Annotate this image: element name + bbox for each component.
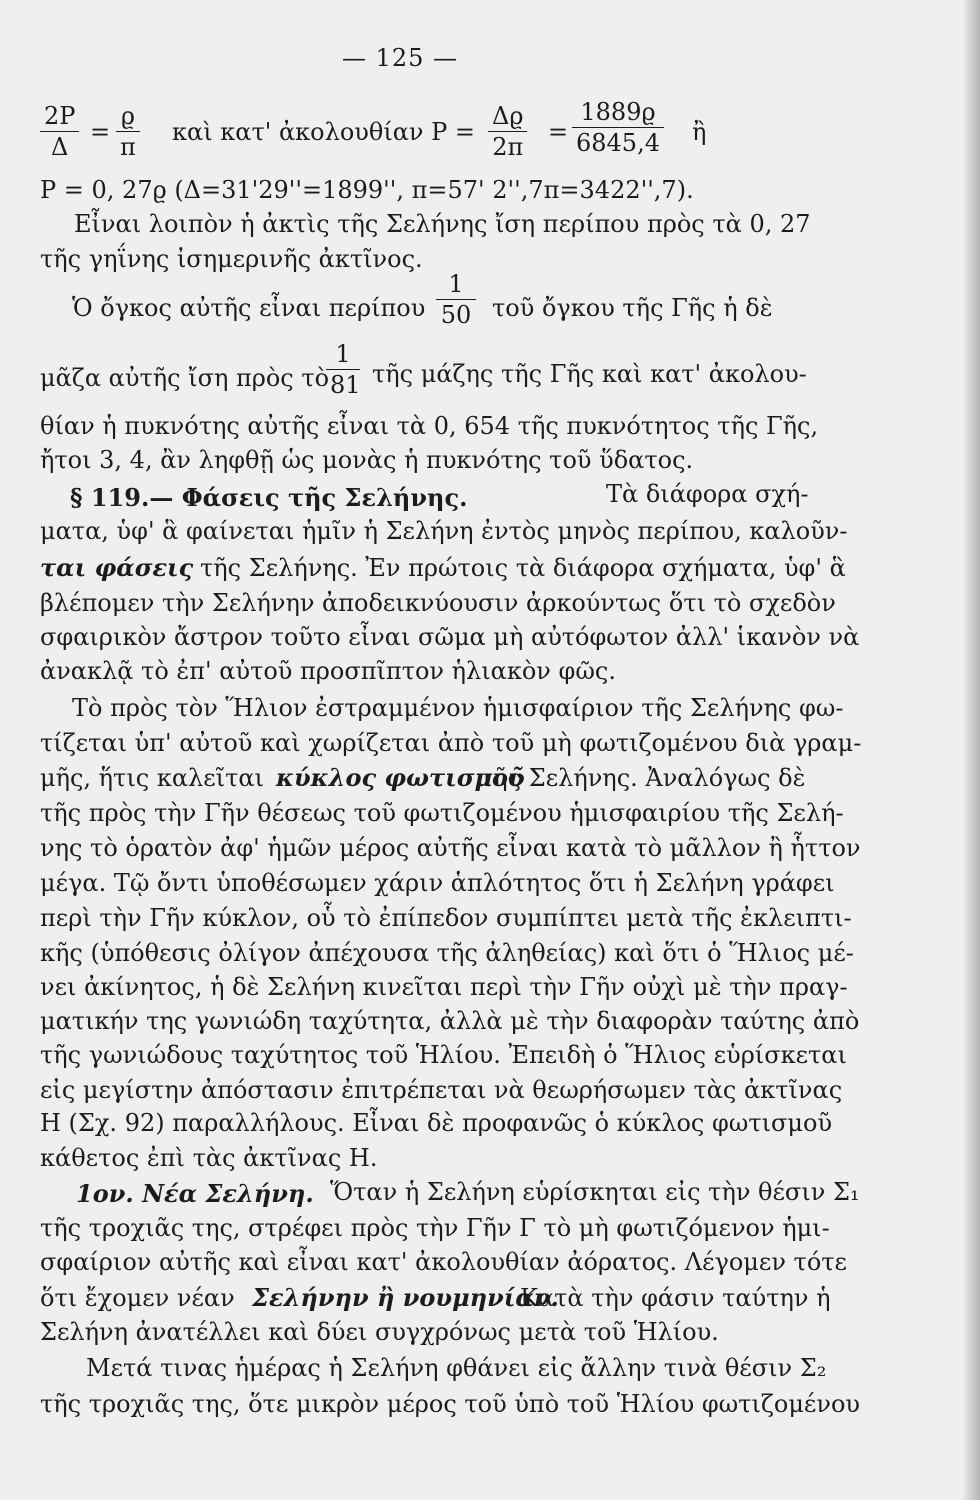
text-line: ματα, ὑφ' ἃ φαίνεται ἡμῖν ἡ Σελήνη ἐντὸς μηνὸς περίπου, καλοῦν-: [40, 517, 848, 545]
fraction-rho-over-pi: [116, 104, 140, 159]
text-line: τῆς πρὸς τὴν Γῆν θέσεως τοῦ φωτιζομένου ἡμισφαιρίου τῆς Σελή-: [40, 799, 844, 827]
fraction-denominator: 6845,4: [572, 127, 664, 155]
text-line: σφαιρικὸν ἄστρον τοῦτο εἶναι σῶμα μὴ αὐτόφωτον ἀλλ' ἱκανὸν νὰ: [40, 623, 860, 651]
text-line: θίαν ἡ πυκνότης αὐτῆς εἶναι τὰ 0, 654 τῆς πυκνότητος τῆς Γῆς,: [40, 412, 819, 440]
text-line: τῆς τροχιᾶς της, στρέφει πρὸς τὴν Γῆν Γ τὸ μὴ φωτιζόμενον ἡμι-: [40, 1214, 830, 1242]
text-line: μᾶζα αὐτῆς ἴση πρὸς τὸ: [40, 364, 330, 392]
text-line: ἤτοι 3, 4, ἂν ληφθῇ ὡς μονὰς ἡ πυκνότης τοῦ ὕδατος.: [40, 446, 694, 474]
fraction-numerator: Δϱ: [492, 102, 524, 130]
fraction-numerator: 2P: [44, 102, 76, 130]
fraction-denominator: 2π: [488, 131, 527, 159]
text-line: βλέπομεν τὴν Σελήνην ἀποδεικνύουσιν ἀρκούντως ὅτι τὸ σχεδὸν: [40, 589, 836, 617]
text-line: τῆς μάζης τῆς Γῆς καὶ κατ' ἀκολου-: [372, 360, 807, 388]
text-line: ματικήν της γωνιώδη ταχύτητα, ἀλλὰ μὲ τὴν διαφορὰν ταύτης ἀπὸ: [40, 1007, 860, 1035]
text-line: Μετά τινας ἡμέρας ἡ Σελήνη φθάνει εἰς ἄλλην τινὰ θέσιν Σ₂: [86, 1354, 827, 1382]
fraction-numerator: 1: [335, 340, 351, 368]
text-line: τῆς Σελήνης. Ἐν πρώτοις τὰ διάφορα σχήματα, ὑφ' ἃ: [200, 554, 846, 582]
equals-sign: =: [548, 118, 569, 146]
fraction-numerator: 1889ϱ: [580, 98, 656, 126]
text-line: κάθετος ἐπὶ τὰς ἀκτῖνας H.: [40, 1144, 378, 1172]
equals-sign: =: [90, 118, 111, 146]
fraction-numerator: ϱ: [120, 102, 135, 130]
term-circle-of-illumination: κύκλος φωτισμοῦ: [276, 763, 525, 792]
text-line: ὅτι ἔχομεν νέαν: [40, 1284, 235, 1312]
text-line: τῆς γηΐνης ἰσημερινῆς ἀκτῖνος.: [40, 245, 423, 273]
text-line: νει ἀκίνητος, ἡ δὲ Σελήνη κινεῖται περὶ τὴν Γῆν οὐχὶ μὲ τὴν πραγ-: [40, 973, 848, 1001]
text-line: H (Σχ. 92) παραλλήλους. Εἶναι δὲ προφανῶς ὁ κύκλος φωτισμοῦ: [40, 1109, 833, 1137]
term-new-moon: Σελήνην ἢ νουμηνίαν.: [252, 1283, 559, 1312]
fraction-drho-over-2pi: [488, 104, 527, 159]
text-line: Εἶναι λοιπὸν ἡ ἀκτὶς τῆς Σελήνης ἴση περίπου πρὸς τὰ 0, 27: [74, 210, 811, 238]
text-line: Ὁ ὄγκος αὐτῆς εἶναι περίπου: [72, 294, 426, 322]
text-line: μῆς, ἥτις καλεῖται: [40, 764, 264, 792]
text-line: εἰς μεγίστην ἀπόστασιν ἐπιτρέπεται νὰ θεωρήσωμεν τὰς ἀκτῖνας: [40, 1076, 843, 1104]
formula-line-2: P = 0, 27ϱ (Δ=31'29''=1899'', π=57' 2'',7π=3422'',7).: [40, 176, 694, 204]
text-line: τῆς τροχιᾶς της, ὅτε μικρὸν μέρος τοῦ ὑπὸ τοῦ Ἡλίου φωτιζομένου: [40, 1390, 860, 1418]
fraction-denominator: 50: [436, 299, 476, 327]
fraction-1889-over-6845: [572, 100, 664, 155]
fraction-2p-over-delta: [40, 104, 79, 159]
fraction-1-over-50: [436, 272, 476, 327]
formula-tail: ἢ: [692, 118, 707, 146]
page-number: — 125 —: [341, 44, 459, 72]
text-line: Τὸ πρὸς τὸν Ἥλιον ἐστραμμένον ἡμισφαίριον τῆς Σελήνης φω-: [72, 694, 844, 722]
fraction-1-over-81: [326, 342, 360, 397]
page-edge-shadow: [962, 0, 980, 1500]
fraction-denominator: π: [116, 131, 140, 159]
text-line: ἀνακλᾷ τὸ ἐπ' αὐτοῦ προσπῖπτον ἡλιακὸν φῶς.: [40, 657, 616, 685]
text-line: Ὅταν ἡ Σελήνη εὑρίσκηται εἰς τὴν θέσιν Σ₁: [330, 1178, 860, 1206]
fraction-denominator: Δ: [40, 131, 79, 159]
section-heading: § 119.— Φάσεις τῆς Σελήνης.: [70, 483, 468, 512]
text-line: τίζεται ὑπ' αὐτοῦ καὶ χωρίζεται ἀπὸ τοῦ μὴ φωτιζομένου διὰ γραμ-: [40, 729, 862, 757]
text-line: τοῦ ὄγκου τῆς Γῆς ἡ δὲ: [492, 294, 773, 322]
formula-text: καὶ κατ' ἀκολουθίαν P =: [172, 118, 476, 146]
text-line: νης τὸ ὁρατὸν ἀφ' ἡμῶν μέρος αὐτῆς εἶναι κατὰ τὸ μᾶλλον ἢ ἧττον: [40, 834, 861, 862]
text-line: Σελήνη ἀνατέλλει καὶ δύει συγχρόνως μετὰ τοῦ Ἡλίου.: [40, 1318, 719, 1346]
fraction-denominator: 81: [326, 369, 360, 397]
text-line: Κατὰ τὴν φάσιν ταύτην ἡ: [520, 1284, 831, 1312]
text-line: μέγα. Τῷ ὄντι ὑποθέσωμεν χάριν ἁπλότητος ὅτι ἡ Σελήνη γράφει: [40, 869, 835, 897]
text-line: σφαίριον αὐτῆς καὶ εἶναι κατ' ἀκολουθίαν ἀόρατος. Λέγομεν τότε: [40, 1248, 847, 1276]
text-line: περὶ τὴν Γῆν κύκλον, οὗ τὸ ἐπίπεδον συμπίπτει μετὰ τῆς ἐκλειπτι-: [40, 904, 852, 932]
text-line: κῆς (ὑπόθεσις ὀλίγον ἀπέχουσα τῆς ἀληθείας) καὶ ὅτι ὁ Ἥλιος μέ-: [40, 939, 854, 967]
text-line: τῆς Σελήνης. Ἀναλόγως δὲ: [480, 764, 806, 792]
subheading-new-moon: 1ον. Νέα Σελήνη.: [76, 1179, 314, 1208]
text-line: Τὰ διάφορα σχή-: [606, 480, 809, 508]
fraction-numerator: 1: [448, 270, 464, 298]
text-line: τῆς γωνιώδους ταχύτητος τοῦ Ἡλίου. Ἐπειδὴ ὁ Ἥλιος εὑρίσκεται: [40, 1041, 847, 1069]
term-phases: ται φάσεις: [40, 553, 194, 582]
